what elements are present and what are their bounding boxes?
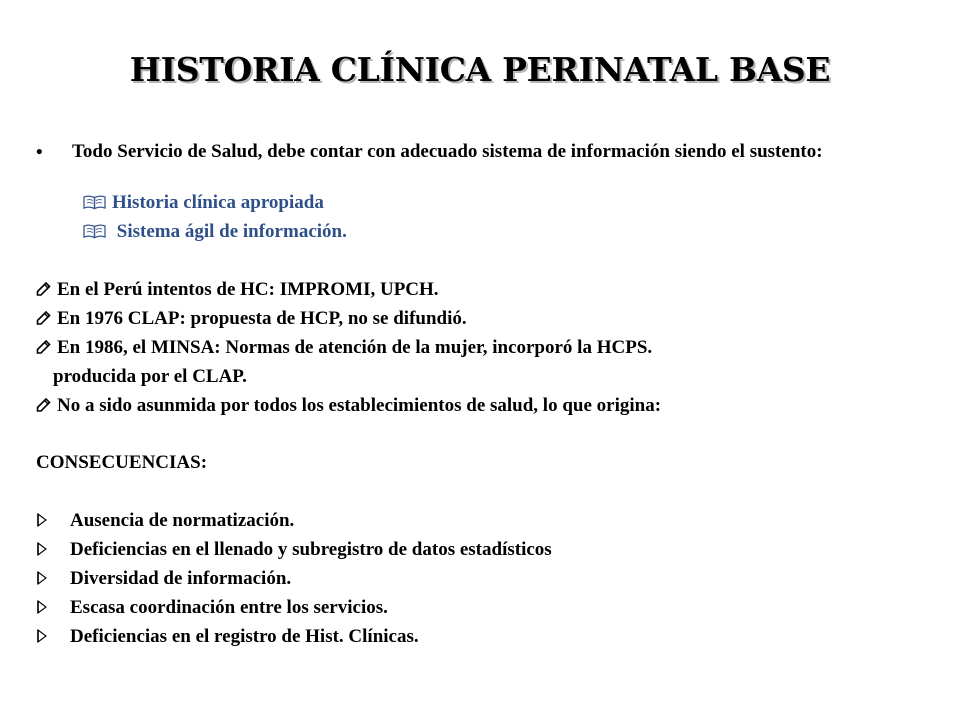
history-item: En 1986, el MINSA: Normas de atención de la mujer, incorporó la HCPS. bbox=[36, 337, 652, 359]
intro-text: Todo Servicio de Salud, debe contar con adecuado sistema de información siendo el sustento: bbox=[72, 141, 823, 162]
consequence-item: Deficiencias en el registro de Hist. Clínicas. bbox=[36, 626, 419, 648]
subitem-label: Historia clínica apropiada bbox=[112, 192, 324, 213]
open-book-icon bbox=[82, 223, 108, 239]
diamond-bullet-icon bbox=[36, 513, 48, 527]
bullet-dot: • bbox=[36, 142, 43, 163]
slide-title: HISTORIA CLÍNICA PERINATAL BASE bbox=[129, 50, 831, 89]
pencil-icon bbox=[36, 311, 51, 325]
pencil-icon bbox=[36, 282, 51, 296]
diamond-bullet-icon bbox=[36, 542, 48, 556]
subitem-label: Sistema ágil de información. bbox=[112, 221, 347, 242]
subitem-historia bbox=[82, 192, 324, 214]
consequence-item: Deficiencias en el llenado y subregistro de datos estadísticos bbox=[36, 539, 552, 561]
history-continuation: producida por el CLAP. bbox=[53, 366, 247, 387]
consequence-item: Ausencia de normatización. bbox=[36, 510, 294, 532]
history-item-last: No a sido asunmida por todos los establecimientos de salud, lo que origina: bbox=[36, 395, 661, 417]
diamond-bullet-icon bbox=[36, 629, 48, 643]
open-book-icon bbox=[82, 194, 108, 210]
consequence-item: Escasa coordinación entre los servicios. bbox=[36, 597, 388, 619]
history-item: En 1976 CLAP: propuesta de HCP, no se difundió. bbox=[36, 308, 467, 330]
consequence-item: Diversidad de información. bbox=[36, 568, 291, 590]
consequences-heading: CONSECUENCIAS: bbox=[36, 452, 208, 473]
subitem-sistema bbox=[82, 221, 347, 243]
pencil-icon bbox=[36, 340, 51, 354]
history-item: En el Perú intentos de HC: IMPROMI, UPCH. bbox=[36, 279, 439, 301]
pencil-icon bbox=[36, 398, 51, 412]
diamond-bullet-icon bbox=[36, 571, 48, 585]
diamond-bullet-icon bbox=[36, 600, 48, 614]
